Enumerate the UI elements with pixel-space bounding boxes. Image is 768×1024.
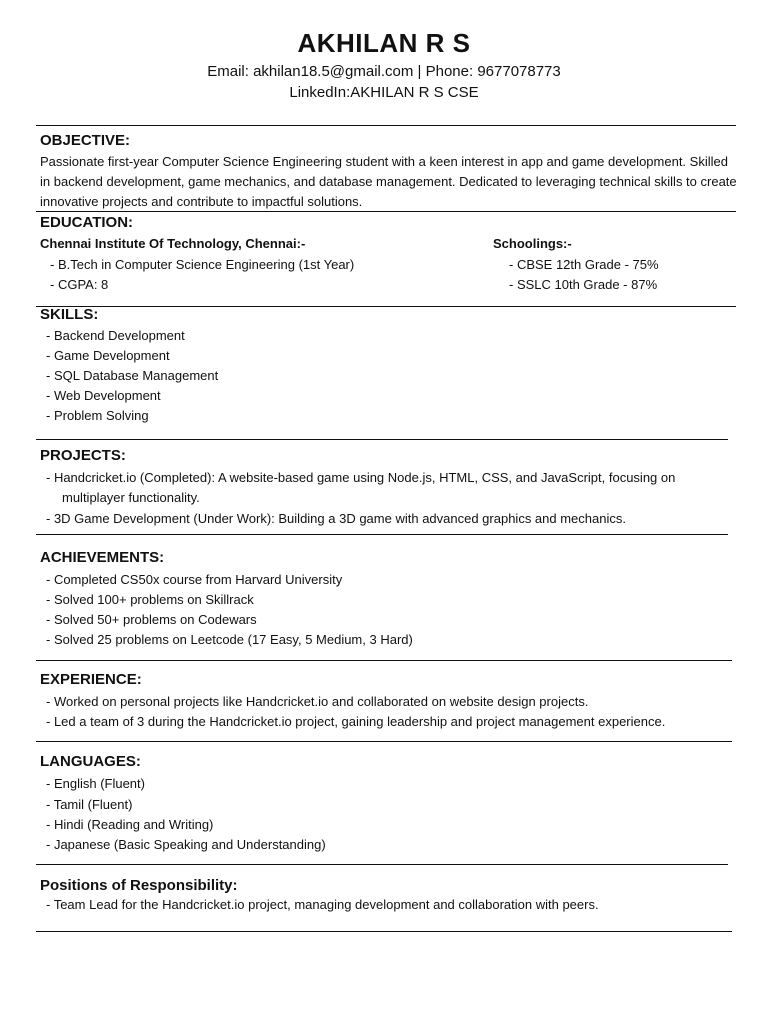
skill-item: - Game Development (46, 348, 170, 363)
responsibility-heading: Positions of Responsibility: (40, 877, 238, 894)
divider (36, 439, 728, 440)
linkedin-info: LinkedIn:AKHILAN R S CSE (289, 84, 479, 101)
skill-item: - Web Development (46, 388, 161, 403)
achievement-item: - Solved 25 problems on Leetcode (17 Easy, 5 Medium, 3 Hard) (46, 632, 413, 647)
schooling-heading: Schoolings:- (493, 236, 572, 251)
achievement-item: - Solved 50+ problems on Codewars (46, 612, 257, 627)
achievement-item: - Solved 100+ problems on Skillrack (46, 592, 254, 607)
divider (36, 211, 736, 212)
objective-text: Passionate first-year Computer Science Engineering student with a keen interest in app and game development. Skilled in backend development, game mechanics, and database management. Dedicated to leveraging technical skills to create innovative projects and contribute to impactful solutions. (40, 154, 737, 209)
contact-info: Email: akhilan18.5@gmail.com | Phone: 9677078773 (207, 63, 561, 80)
education-item: - CGPA: 8 (50, 277, 109, 292)
candidate-name: AKHILAN R S (297, 28, 471, 58)
achievements-heading: ACHIEVEMENTS: (40, 549, 165, 566)
projects-heading: PROJECTS: (40, 447, 126, 464)
objective-heading: OBJECTIVE: (40, 132, 131, 149)
language-item: - Hindi (Reading and Writing) (46, 817, 214, 832)
responsibility-item: - Team Lead for the Handcricket.io project, managing development and collaboration with peers. (46, 897, 599, 912)
college-name: Chennai Institute Of Technology, Chennai:- (40, 236, 306, 251)
divider (36, 534, 728, 535)
skill-item: - Problem Solving (46, 408, 149, 423)
divider (36, 125, 736, 126)
skill-item: - Backend Development (46, 328, 185, 343)
skills-heading: SKILLS: (40, 306, 99, 323)
achievement-item: - Completed CS50x course from Harvard University (46, 572, 343, 587)
divider (36, 741, 732, 742)
education-item: - B.Tech in Computer Science Engineering (1st Year) (50, 257, 355, 272)
divider (36, 864, 728, 865)
experience-item: - Worked on personal projects like Handcricket.io and collaborated on website design projects. (46, 694, 589, 709)
project-item: - Handcricket.io (Completed): A website-based game using Node.js, HTML, CSS, and JavaScript, focusing on (46, 470, 676, 485)
languages-heading: LANGUAGES: (40, 753, 141, 770)
education-heading: EDUCATION: (40, 214, 134, 231)
schooling-item: - SSLC 10th Grade - 87% (509, 277, 658, 292)
divider (36, 660, 732, 661)
divider (36, 931, 732, 932)
divider (36, 306, 736, 307)
project-item-continuation: multiplayer functionality. (62, 490, 200, 505)
project-item: - 3D Game Development (Under Work): Building a 3D game with advanced graphics and mechanics. (46, 511, 626, 526)
skill-item: - SQL Database Management (46, 368, 219, 383)
language-item: - Japanese (Basic Speaking and Understanding) (46, 837, 326, 852)
schooling-item: - CBSE 12th Grade - 75% (509, 257, 659, 272)
language-item: - Tamil (Fluent) (46, 797, 133, 812)
experience-heading: EXPERIENCE: (40, 671, 142, 688)
language-item: - English (Fluent) (46, 776, 145, 791)
experience-item: - Led a team of 3 during the Handcricket.io project, gaining leadership and project management experience. (46, 714, 666, 729)
